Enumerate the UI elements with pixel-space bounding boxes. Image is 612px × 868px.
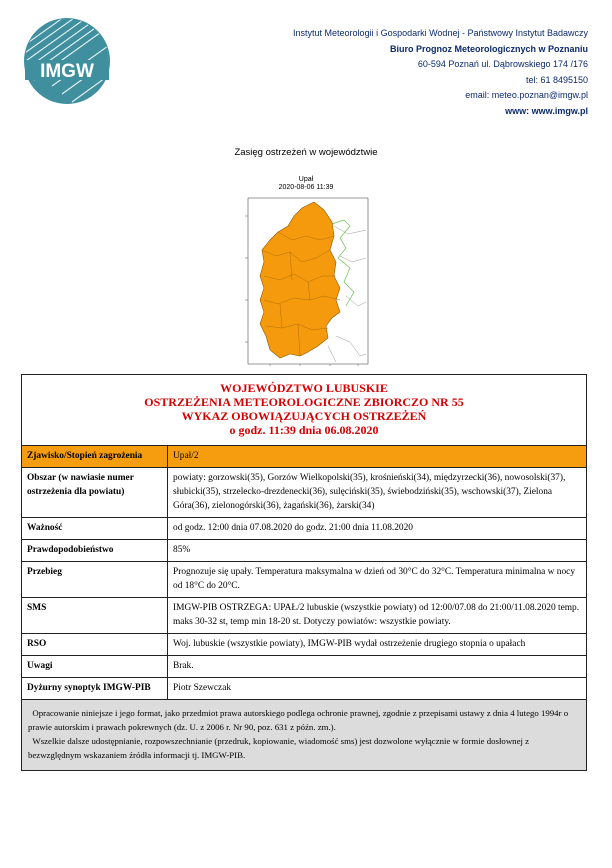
table-row (22, 562, 587, 598)
redistribution-paragraph: Wszelkie dalsze udostępnianie, rozpowszechnianie (przedruk, kopiowanie, wiadomość sms) jest dozwolone wyłącznie w formie dosłownej z bezwzględnym wskazaniem źródła informacji tj. IMGW-PIB. (28, 736, 530, 760)
office-name: Biuro Prognoz Meteorologicznych w Poznaniu (389, 43, 588, 54)
table-row (22, 634, 587, 656)
row-label: Zjawisko/Stopień zagrożenia (22, 446, 168, 468)
row-value: IMGW-PIB OSTRZEGA: UPAŁ/2 lubuskie (wszystkie powiaty) od 12:00/07.08 do 21:00/11.08.2020 temp. maks 30-32 st, temp min 18-20 st. Dotyczy powiatów: wszystkie powiaty. (168, 598, 587, 634)
row-label: Dyżurny synoptyk IMGW-PIB (22, 678, 168, 700)
institute-header (208, 26, 588, 119)
website-link[interactable]: www: www.imgw.pl (505, 105, 588, 116)
table-row (22, 598, 587, 634)
imgw-logo (22, 16, 112, 106)
row-value: 85% (168, 540, 587, 562)
email-link[interactable]: email: meteo.poznan@imgw.pl (465, 90, 588, 100)
address: 60-594 Poznań ul. Dąbrowskiego 174 /176 (417, 59, 588, 69)
svg-text:IMGW: IMGW (40, 61, 94, 82)
table-row (22, 656, 587, 678)
table-row (22, 678, 587, 700)
row-value: Brak. (168, 656, 587, 678)
map-phenomenon: Upał (298, 176, 314, 183)
table-row (22, 518, 587, 540)
row-value: Woj. lubuskie (wszystkie powiaty), IMGW-PIB wydał ostrzeżenie drugiego stopnia o upałach (168, 634, 587, 656)
table-row (22, 540, 587, 562)
copyright-paragraph: Opracowanie niniejsze i jego format, jako przedmiot prawa autorskiego podlega ochronie prawnej, zgodnie z przepisami ustawy z dnia 4 lutego 1994r o prawie autorskim i prawach pokrewnych (dz. U. z 2006 r. Nr 90, poz. 631 z późn. zm.). (28, 708, 569, 732)
row-value: Prognozuje się upały. Temperatura maksymalna w dzień od 30°C do 32°C. Temperatura minimalna w nocy od 18°C do 20°C. (168, 562, 587, 598)
row-label: Ważność (22, 518, 168, 540)
row-label: RSO (22, 634, 168, 656)
voivodeship-map (240, 196, 370, 366)
table-row (22, 446, 587, 468)
title-line-time: o godz. 11:39 dnia 06.08.2020 (229, 423, 379, 437)
warning-title (22, 375, 587, 446)
row-value: Piotr Szewczak (168, 678, 587, 700)
redistribution-text (28, 734, 580, 762)
row-value: powiaty: gorzowski(35), Gorzów Wielkopolski(35), krośnieński(34), międzyrzecki(36), nowosolski(37), słubicki(35), strzelecko-drezdenecki(36), sulęciński(35), świebodziński(35), wschowski(37), Zielona Góra(36), zielonogórski(36), żagański(36), żarski(34) (168, 468, 587, 518)
row-label: Obszar (w nawiasie numer ostrzeżenia dla powiatu) (22, 468, 168, 518)
copyright-text (28, 706, 580, 734)
row-value: Upał/2 (168, 446, 587, 468)
institute-name: Instytut Meteorologii i Gospodarki Wodnej - Państwowy Instytut Badawczy (293, 28, 588, 38)
title-line-list: WYKAZ OBOWIĄZUJĄCYCH OSTRZEŻEŃ (181, 409, 427, 423)
copyright-footer (22, 700, 587, 771)
row-label: Prawdopodobieństwo (22, 540, 168, 562)
table-row (22, 468, 587, 518)
telephone: tel: 61 8495150 (525, 74, 588, 85)
title-line-voivodeship: WOJEWÓDZTWO LUBUSKIE (220, 381, 388, 395)
row-label: SMS (22, 598, 168, 634)
row-label: Przebieg (22, 562, 168, 598)
row-label: Uwagi (22, 656, 168, 678)
map-heading: Zasięg ostrzeżeń w województwie (234, 147, 378, 158)
warning-table (21, 374, 587, 771)
row-value: od godz. 12:00 dnia 07.08.2020 do godz. 21:00 dnia 11.08.2020 (168, 518, 587, 540)
map-datetime: 2020-08-06 11:39 (278, 184, 334, 191)
title-line-number: OSTRZEŻENIA METEOROLOGICZNE ZBIORCZO NR 55 (144, 395, 464, 409)
